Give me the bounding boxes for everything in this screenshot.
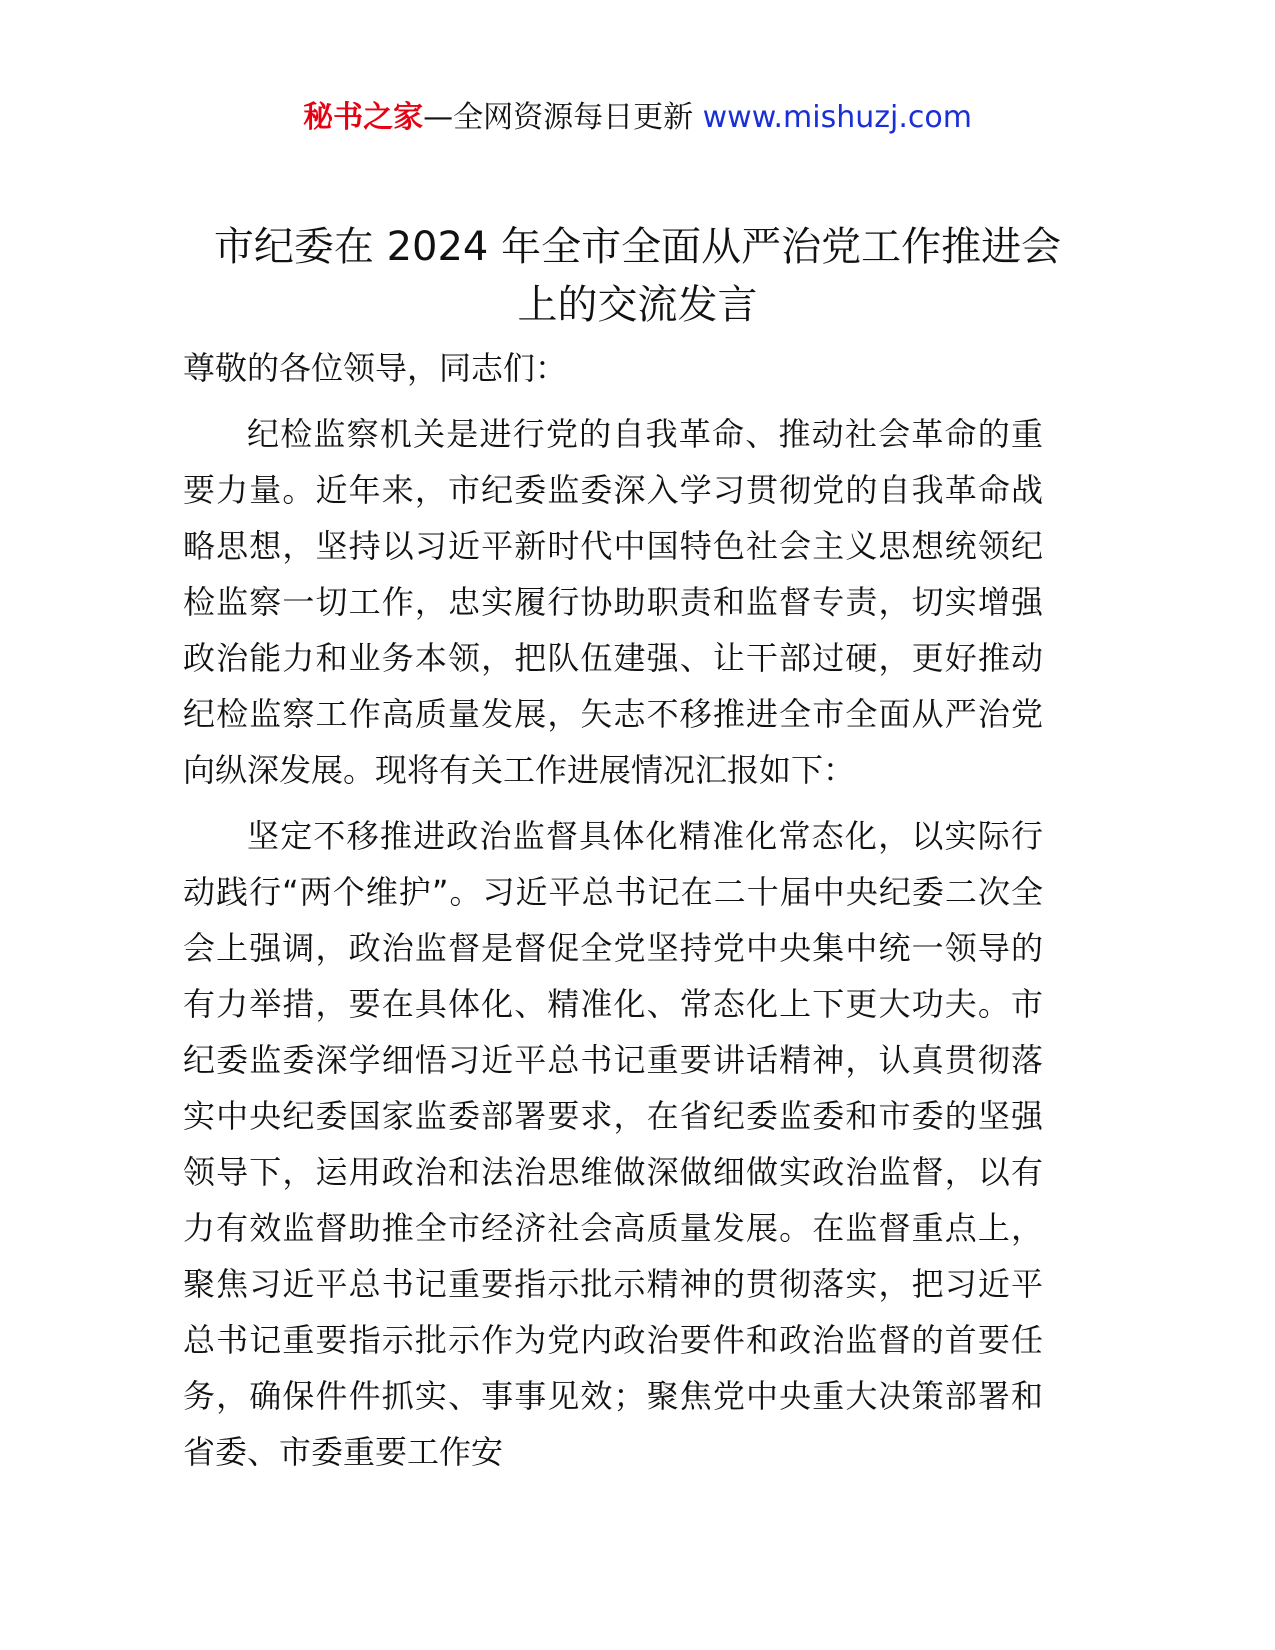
site-header — [0, 98, 1275, 138]
salutation: 尊敬的各位领导，同志们： — [183, 349, 568, 387]
site-url-link[interactable]: www.mishuzj.com — [702, 100, 972, 135]
title-line-1: 市纪委在 2024 年全市全面从严治党工作推进会 — [213, 224, 1062, 270]
document-body — [183, 340, 1043, 1490]
paragraph-political-supervision: 坚定不移推进政治监督具体化精准化常态化，以实际行动践行“两个维护”。习近平总书记在二十届中央纪委二次全会上强调，政治监督是督促全党坚持党中央集中统一领导的有力举措，要在具体化、精准化、常态化上下更大功夫。市纪委监委深学细悟习近平总书记重要讲话精神，认真贯彻落实中央纪委国家监委部署要求，在省纪委监委和市委的坚强领导下，运用政治和法治思维做深做细做实政治监督，以有力有效监督助推全市经济社会高质量发展。在监督重点上，聚焦习近平总书记重要指示批示精神的贯彻落实，把习近平总书记重要指示批示作为党内政治要件和政治监督的首要任务，确保件件抓实、事事见效；聚焦党中央重大决策部署和省委、市委重要工作安 — [183, 817, 1043, 1471]
paragraph-intro: 纪检监察机关是进行党的自我革命、推动社会革命的重要力量。近年来，市纪委监委深入学习贯彻党的自我革命战略思想，坚持以习近平新时代中国特色社会主义思想统领纪检监察一切工作，忠实履行协助职责和监督专责，切实增强政治能力和业务本领，把队伍建强、让干部过硬，更好推动纪检监察工作高质量发展，矢志不移推进全市全面从严治党向纵深发展。现将有关工作进展情况汇报如下： — [183, 415, 1043, 789]
document-title — [120, 218, 1155, 334]
header-slogan: —全网资源每日更新 — [423, 100, 694, 135]
brand-name: 秘书之家 — [303, 100, 424, 135]
title-line-2: 上的交流发言 — [517, 282, 758, 328]
